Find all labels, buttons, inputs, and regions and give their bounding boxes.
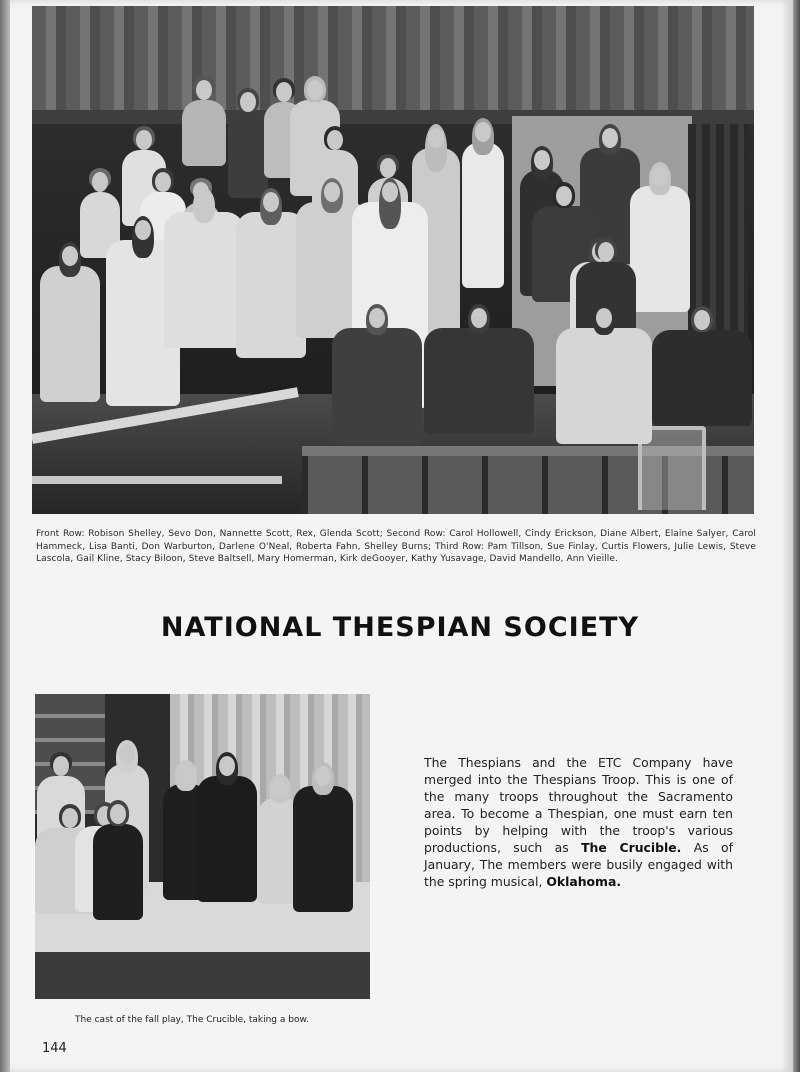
play-title-crucible: The Crucible. xyxy=(581,840,682,855)
play-photo xyxy=(35,694,370,999)
article-text-part-1: The Thespians and the ETC Company have merged into the Thespians Troop. This is one of the many troops throughout the Sacramento area. To become a Thespian, one must earn ten points by helping with the troop's various productions, such as xyxy=(424,755,733,855)
page-gutter-right xyxy=(793,0,800,1072)
article-text-part-2: As of January, The members were busily engaged with the spring musical, xyxy=(424,840,733,889)
play-title-oklahoma: Oklahoma. xyxy=(546,874,622,889)
play-photo-caption: The cast of the fall play, The Crucible, taking a bow. xyxy=(75,1015,309,1025)
article-text xyxy=(424,754,733,890)
stage-apron xyxy=(35,952,370,999)
page-gutter-left xyxy=(0,0,10,1072)
page-title: NATIONAL THESPIAN SOCIETY xyxy=(160,612,640,643)
page-number: 144 xyxy=(42,1041,67,1056)
group-photo xyxy=(32,6,754,514)
group-photo-caption: Front Row: Robison Shelley, Sevo Don, Nannette Scott, Rex, Glenda Scott; Second Row: Carol Hollowell, Cindy Erickson, Diane Albert, Elaine Salyer, Carol Hammeck, Lisa Banti, Don Warburton, Darlene O'Neal, Roberta Fahn, Shelley Burns; Third Row: Pam Tillson, Sue Finlay, Curtis Flowers, Julie Lewis, Steve Lascola, Gail Kline, Stacy Biloon, Steve Baltsell, Mary Homerman, Kirk deGooyer, Kathy Yusavage, David Mandello, Ann Vieille. xyxy=(36,529,756,564)
ladder-rail-lower xyxy=(32,476,282,484)
stage-curtain xyxy=(32,6,754,124)
